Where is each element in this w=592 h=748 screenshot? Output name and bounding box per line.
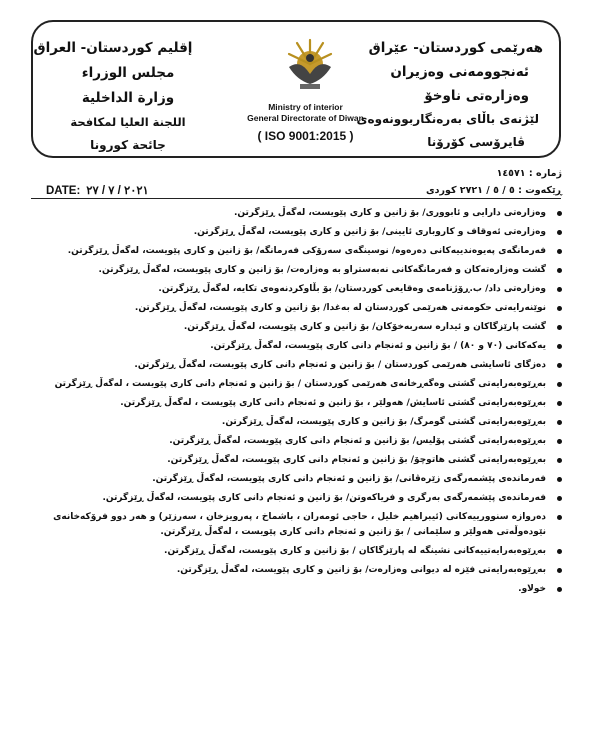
- list-item: وەزارەتی داد/ ب.ڕۆژنامەی وەقایعی کوردستان/ بۆ بڵاوکردنەوەی تکایە، لەگەڵ ڕێزگرتن.: [26, 282, 566, 297]
- arabic-ministry: وزارة الداخلية: [81, 90, 175, 106]
- list-item: یەکەکانی (٧٠ و ٨٠) / بۆ زانین و ئەنجام دانی كاری پێویست، لەگەڵ ڕێزگرتن.: [26, 339, 566, 354]
- document-number: ژمارە : ١٤٥٧١: [496, 168, 562, 179]
- list-item: دەزگای ئاسایشی هەرێمی کوردستان / بۆ زانین و ئەنجام دانی کاری پێویست، لەگەڵ ڕێزگرتن.: [26, 358, 566, 373]
- date-value: ٢٠٢١ / ٧ / ٢٧: [86, 185, 149, 197]
- kurdish-header: [356, 36, 559, 154]
- list-item: بەڕێوەبەرایەتی فێزە لە دیوانی وەزارەت/ بۆ زانین و كاری پێویست، لەگەڵ ڕێزگرتن.: [26, 563, 566, 578]
- list-item: بەڕێوەبەرایەتی گشتی وەگەڕخانەی هەرێمی کوردستان / بۆ زانین و ئەنجام دانی کاری پێویست ، لەگەڵ ڕێزگرتن: [26, 377, 566, 392]
- kurdish-date: ڕێکەوت : ٥ / ٥ / ٢٧٢١ كوردی: [425, 185, 562, 196]
- date-block: [40, 183, 149, 197]
- kurdish-ministry: وەزارەتی ناوخۆ: [424, 88, 529, 104]
- list-item: گشت پارێزگاکان و ئیدارە سەربەخۆکان/ بۆ زانین و كاری پێویست، لەگەڵ ڕێزگرتن.: [26, 320, 566, 335]
- list-item: وەزارەتی ئەوقاف و كاروباری ئایینی/ بۆ زانین و كاری پێویست، لەگەڵ ڕێزگرتن.: [26, 225, 566, 240]
- list-item: بەڕێوەبەرایەتی گشتی گومرگ/ بۆ زانین و كاری پێویست، لەگەڵ ڕێزگرتن.: [26, 415, 566, 430]
- list-item: بەڕێوەبەرایەتی گشتی پۆلیس/ بۆ زانین و ئەنجام دانی كاری پێویست، لەگەڵ ڕێزگرتن.: [26, 434, 566, 449]
- list-item: بەڕێوەبەرایەتییەکانی نشینگە لە پارێزگاکان / بۆ زانین و كاری پێویست، لەگەڵ ڕێزگرتن.: [26, 544, 566, 559]
- list-item: بەڕێوەبەرایەتی گشتی هاتوچۆ/ بۆ زانین و ئەنجام دانی كاری پێویست، لەگەڵ ڕێزگرتن.: [26, 453, 566, 468]
- list-item: وەزارەتی دارایی و ئابووری/ بۆ زانین و كاری پێویست، لەگەڵ ڕێزگرتن.: [26, 206, 566, 221]
- recipient-list: [26, 206, 566, 601]
- kurdish-council: ئەنجوومەنی وەزیران: [390, 64, 529, 80]
- letterhead: [31, 20, 561, 158]
- list-item: نوێنەرایەتی حکومەتی هەرێمی کوردستان لە بەغدا/ بۆ زانین و كاری پێویست، لەگەڵ ڕێزگرتن.: [26, 301, 566, 316]
- arabic-pandemic: جائحة كورونا: [90, 138, 166, 152]
- list-item: فەرماندەی پێشمەرگەی بەرگری و فریاکەوتن/ بۆ زانین و ئەنجام دانی كاری پێویست، لەگەڵ ڕێزگرتن.: [26, 491, 566, 506]
- list-item: خولاو.: [26, 582, 566, 597]
- eagle-emblem-icon: [283, 34, 337, 92]
- list-item: گشت وەزارەتەکان و فەرمانگەکانی نەبەستراو بە وەزارەت/ بۆ زانین و كاری پێویست، لەگەڵ ڕێزگرتن.: [26, 263, 566, 278]
- ministry-name: Ministry of interior: [268, 102, 343, 112]
- date-label: DATE:: [46, 185, 81, 197]
- list-item: بەڕێوەبەرایەتی گشتی ئاسایش/ هەولێر ، بۆ زانین و ئەنجام دانی کاری پێویست ، لەگەڵ ڕێزگرتن.: [26, 396, 566, 411]
- directorate-name: General Directorate of Diwan: [247, 113, 364, 123]
- list-item: فەرماندەی پێشمەرگەی زێرەڤانی/ بۆ زانین و ئەنجام دانی كاری پێویست، لەگەڵ ڕێزگرتن.: [26, 472, 566, 487]
- list-item: فەرمانگەی پەیوەندییەکانی دەرەوە/ نوسینگەی سەرۆکی فەرمانگە/ بۆ زانین و كاری پێویست، لەگەڵ ڕێزگرتن.: [26, 244, 566, 259]
- arabic-council: مجلس الوزراء: [81, 65, 175, 81]
- arabic-committee: اللجنة العليا لمكافحة: [70, 115, 186, 129]
- arabic-header: [33, 36, 223, 157]
- iso-label: ( ISO 9001:2015 ): [257, 129, 354, 143]
- list-item: دەروازە سنوورییەکانی (ئیبراهیم خلیل ، حاجی ئومەران ، باشماخ ، پەرویزخان ، سەرزێر) و هەر دوو فرۆکەخانەی نێودەوڵەتی هەولێر و سلێمانی / بۆ زانین و ئەنجام دانی كاری پێویست ، لەگەڵ ڕێزگرتن.: [26, 510, 566, 540]
- kurdish-committee: لێژنەی باڵای بەرەنگاربوونەوەی: [356, 112, 539, 126]
- header-divider: [31, 198, 561, 199]
- arabic-region: إقليم كوردستان- العراق: [33, 40, 193, 56]
- kurdish-virus: ڤایرۆسی کۆرۆنا: [427, 135, 525, 149]
- kurdish-region: هەرێمی کوردستان- عێراق: [368, 40, 543, 56]
